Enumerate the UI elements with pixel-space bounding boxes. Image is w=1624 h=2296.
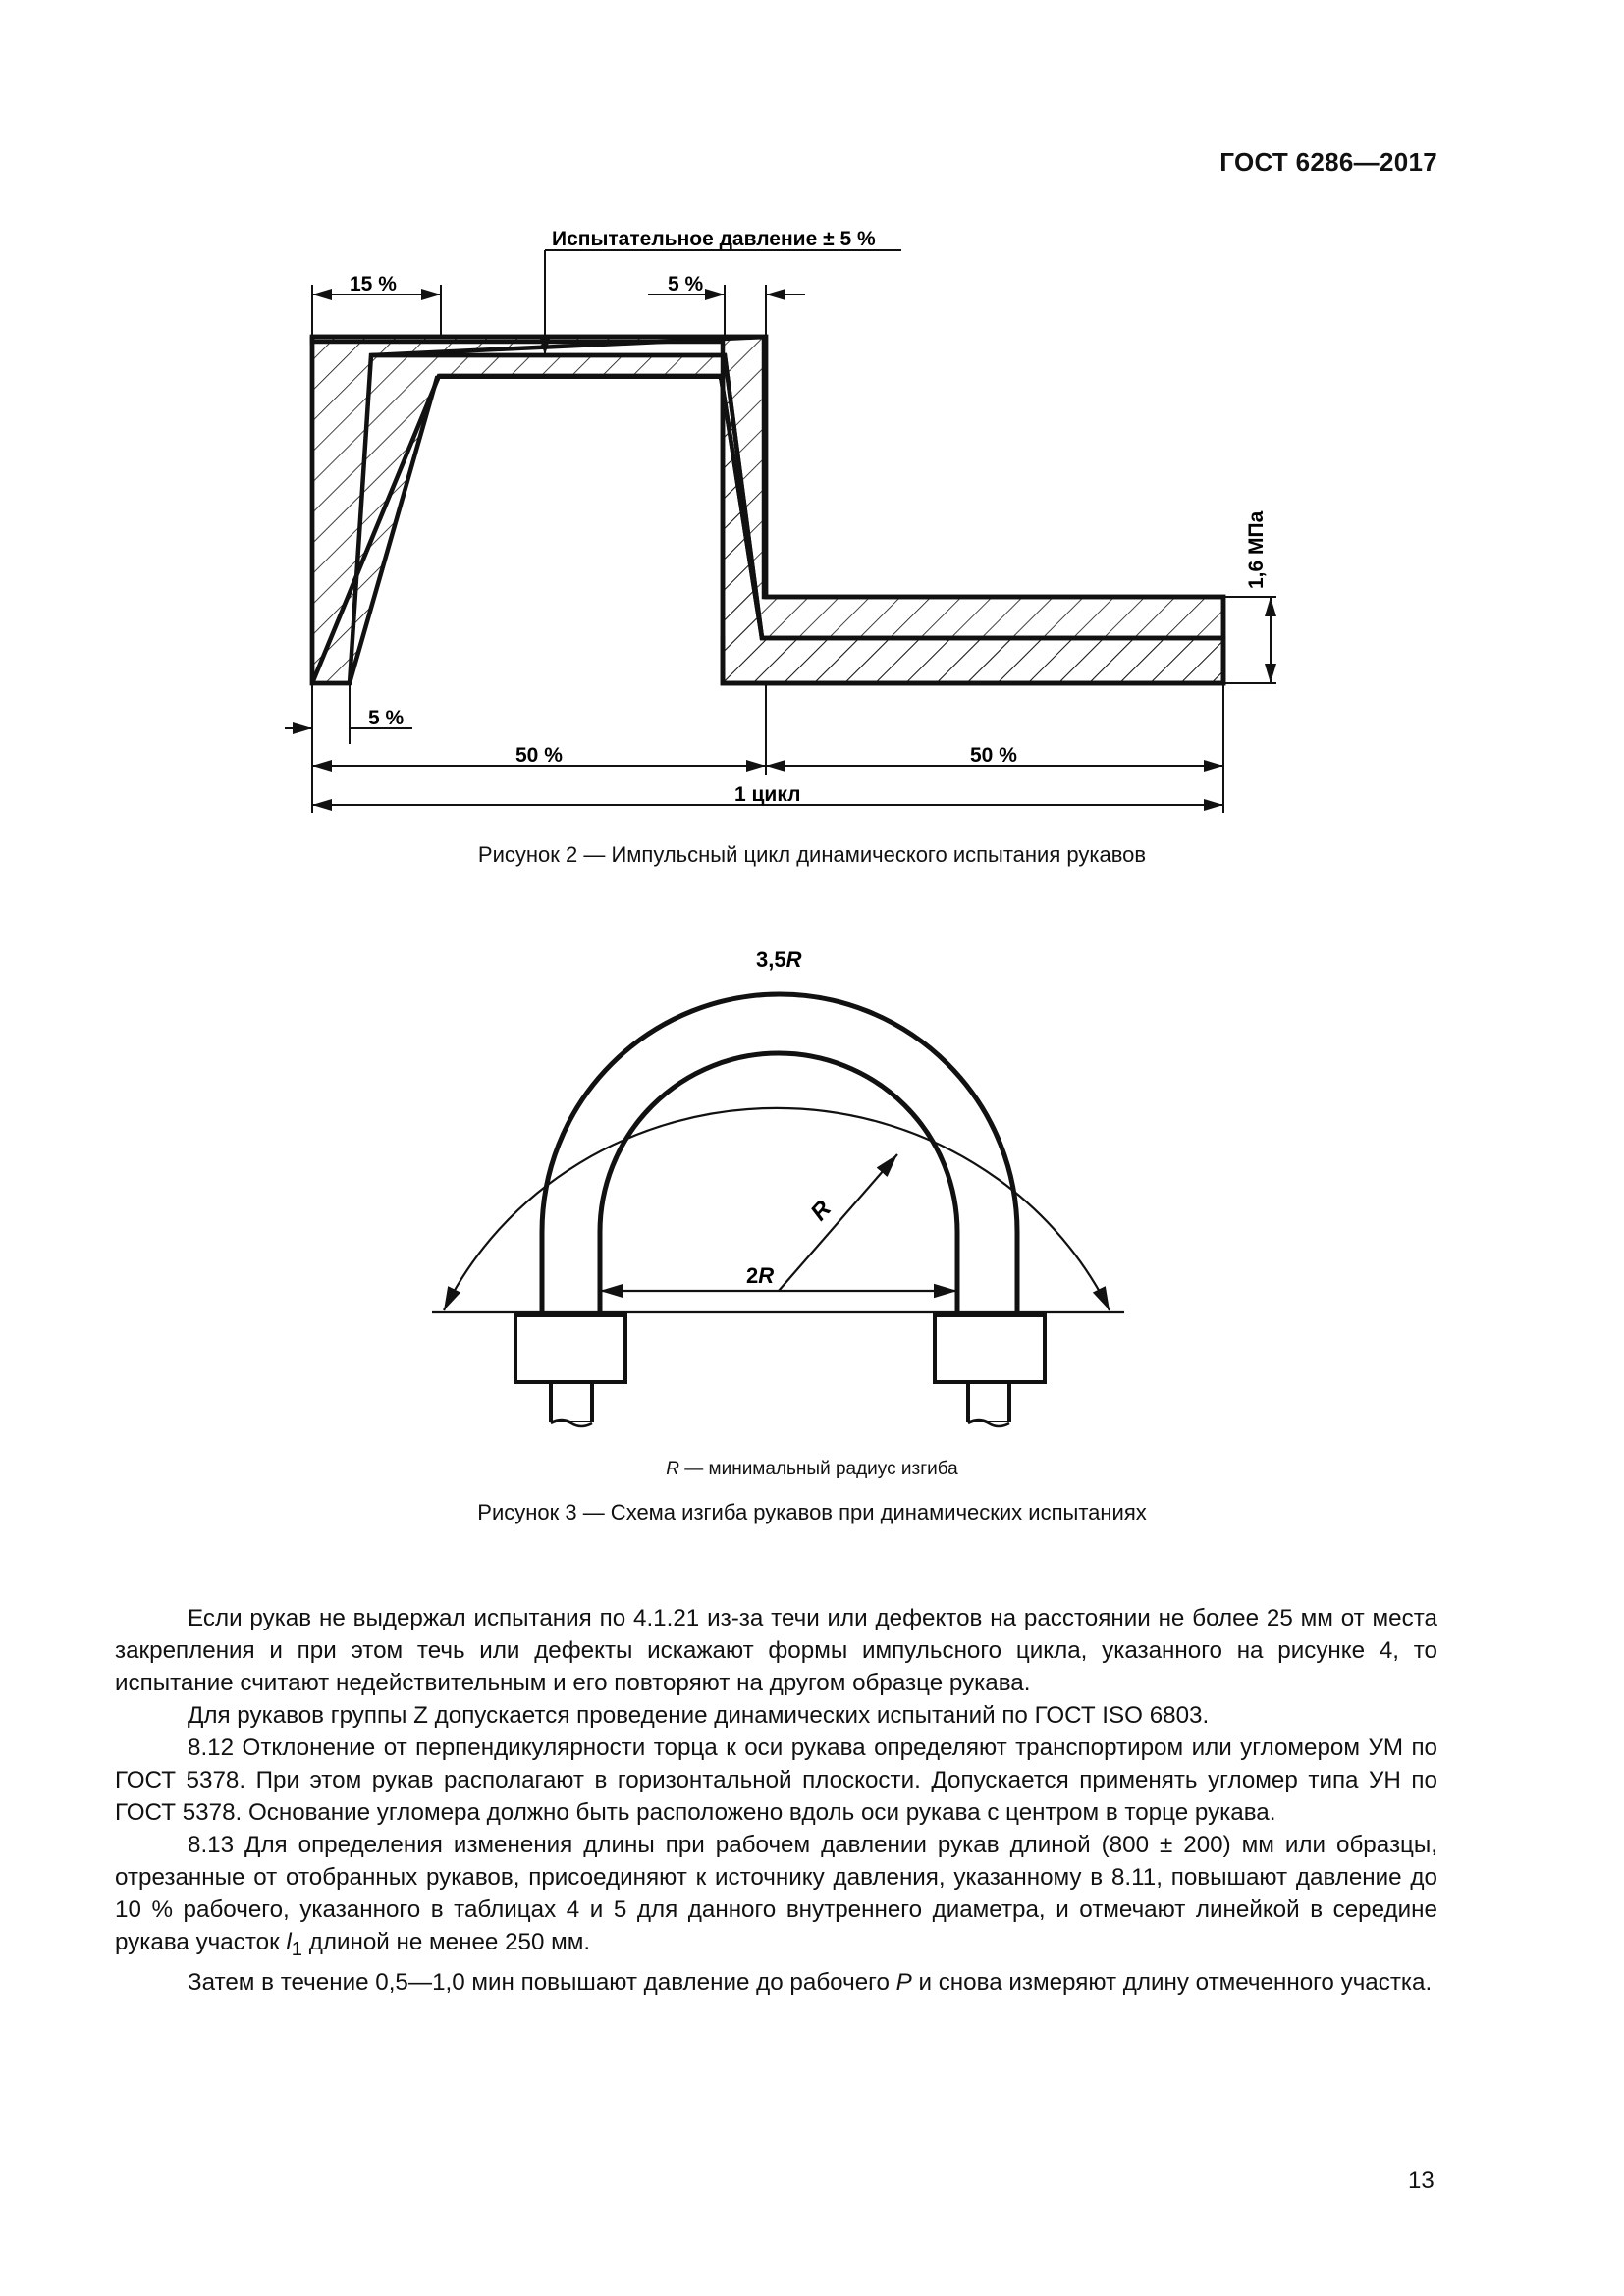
label-test-pressure: Испытательное давление ± 5 % xyxy=(552,228,876,250)
label-outer-arc: 3,5R xyxy=(756,947,802,972)
label-50pct-left: 50 % xyxy=(515,744,563,767)
hose-inner xyxy=(600,1053,957,1315)
paragraph: Для рукавов группы Z допускается проведение динамических испытаний по ГОСТ ISO 6803. xyxy=(188,1702,1210,1729)
paragraph: Затем в течение 0,5—1,0 мин повышают давление до рабочего P и снова измеряют длину отмеченного участка. xyxy=(188,1968,1433,1996)
label-50pct-right: 50 % xyxy=(970,744,1017,767)
figure-3-legend xyxy=(0,1459,1624,1480)
figure-3-diagram xyxy=(0,923,1624,1453)
page-number: 13 xyxy=(1408,2167,1435,2194)
figure-2 xyxy=(0,0,1624,844)
figure-3 xyxy=(0,923,1624,1453)
label-radius: R xyxy=(805,1196,838,1227)
label-diameter: 2R xyxy=(746,1263,775,1288)
label-cycle: 1 цикл xyxy=(734,783,801,806)
figure-3-caption: Рисунок 3 — Схема изгиба рукавов при динамических испытаниях xyxy=(477,1500,1147,1524)
paragraph: 8.13 Для определения изменения длины при рабочем давлении рукав длиной (800 ± 200) мм или образцы, отрезанные от отобранных рукавов, присоединяют к источнику давления, указанному в 8.11, повышают давление до 10 % рабочего, указанного в таблицах 4 и 5 для данного внутреннего диаметра, и отмечают линейкой в середине рукава участок $l_1$ длиной не менее 250 мм. xyxy=(115,1832,1437,1960)
paragraph: 8.12 Отклонение от перпендикулярности торца к оси рукава определяют транспортиром или угломером УМ по ГОСТ 5378. При этом рукав располагают в горизонтальной плоскости. Допускается применять угломер типа УН по ГОСТ 5378. Основание угломера должно быть расположено вдоль оси рукава с центром в торце рукава. xyxy=(115,1735,1437,1826)
body-text xyxy=(115,1602,1437,1999)
hose-outer xyxy=(542,994,1017,1315)
figure-2-diagram xyxy=(0,0,1624,844)
label-15pct: 15 % xyxy=(350,273,397,295)
legend-symbol: R xyxy=(666,1459,679,1479)
label-5pct-top: 5 % xyxy=(668,273,704,295)
label-pressure-value: 1,6 МПа xyxy=(1245,510,1268,589)
paragraph: Если рукав не выдержал испытания по 4.1.21 из-за течи или дефектов на расстоянии не более 25 мм от места закрепления и при этом течь или дефекты искажают формы импульсного цикла, указанного на рисунке 4, то испытание считают недействительным и его повторяют на другом образце рукава. xyxy=(115,1605,1437,1696)
figure-2-caption: Рисунок 2 — Импульсный цикл динамического испытания рукавов xyxy=(477,842,1147,867)
label-5pct-bottom: 5 % xyxy=(368,707,405,729)
fittings xyxy=(515,1315,1045,1423)
standard-header: ГОСТ 6286—2017 xyxy=(1219,147,1437,177)
legend-text: — минимальный радиус изгиба xyxy=(684,1459,958,1479)
